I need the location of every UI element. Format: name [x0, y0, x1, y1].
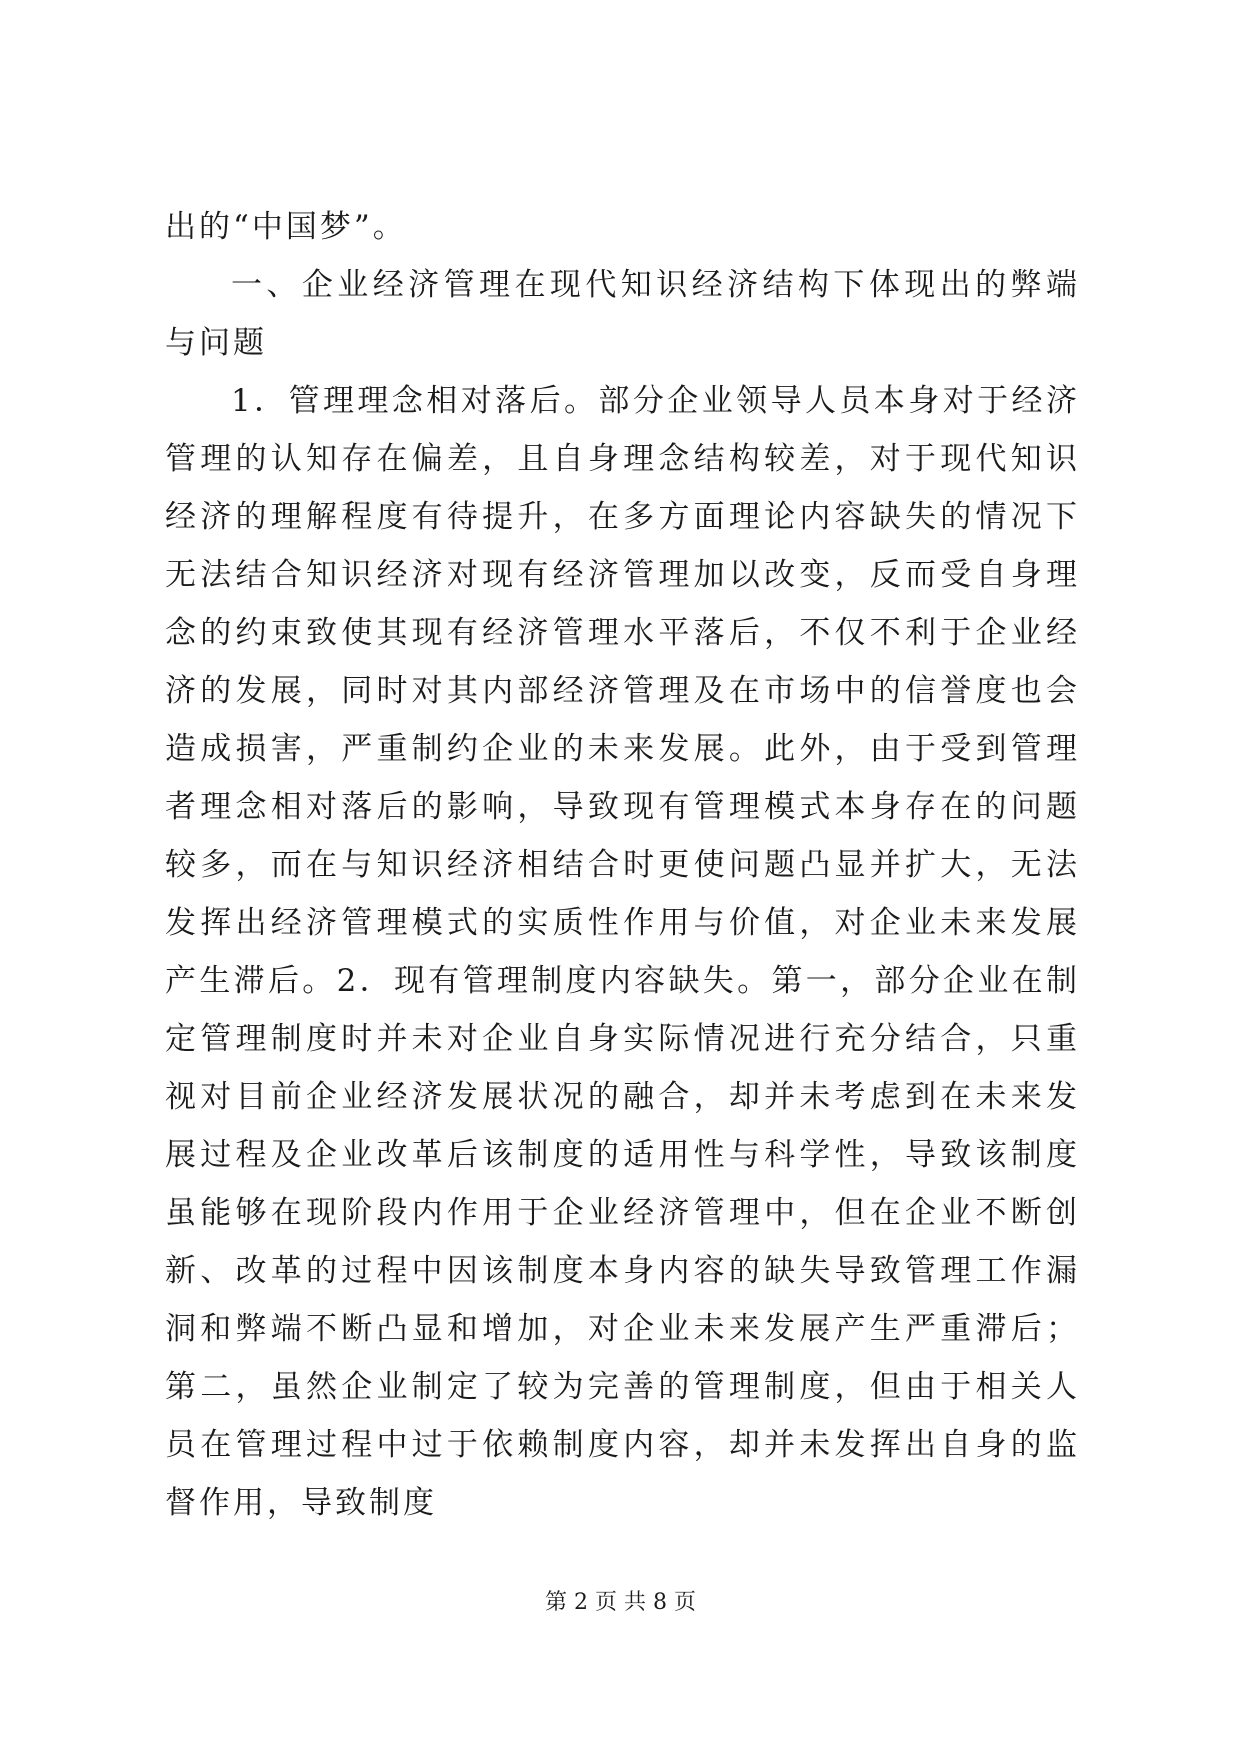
document-body: [165, 198, 1080, 1532]
page-number: 第 2 页 共 8 页: [545, 1590, 696, 1615]
paragraph-continuation: 出的“中国梦”。: [165, 209, 407, 245]
page-footer: [0, 1588, 1241, 1618]
paragraph-body: 1．管理理念相对落后。部分企业领导人员本身对于经济管理的认知存在偏差，且自身理念结构较差，对于现代知识经济的理解程度有待提升，在多方面理论内容缺失的情况下无法结合知识经济对现有经济管理加以改变，反而受自身理念的约束致使其现有经济管理水平落后，不仅不利于企业经济的发展，同时对其内部经济管理及在市场中的信誉度也会造成损害，严重制约企业的未来发展。此外，由于受到管理者理念相对落后的影响，导致现有管理模式本身存在的问题较多，而在与知识经济相结合时更使问题凸显并扩大，无法发挥出经济管理模式的实质性作用与价值，对企业未来发展产生滞后。2．现有管理制度内容缺失。第一，部分企业在制定管理制度时并未对企业自身实际情况进行充分结合，只重视对目前企业经济发展状况的融合，却并未考虑到在未来发展过程及企业改革后该制度的适用性与科学性，导致该制度虽能够在现阶段内作用于企业经济管理中，但在企业不断创新、改革的过程中因该制度本身内容的缺失导致管理工作漏洞和弊端不断凸显和增加，对企业未来发展产生严重滞后；第二，虽然企业制定了较为完善的管理制度，但由于相关人员在管理过程中过于依赖制度内容，却并未发挥出自身的监督作用，导致制度: [165, 383, 1080, 1521]
section-heading: 一、企业经济管理在现代知识经济结构下体现出的弊端与问题: [165, 267, 1080, 361]
